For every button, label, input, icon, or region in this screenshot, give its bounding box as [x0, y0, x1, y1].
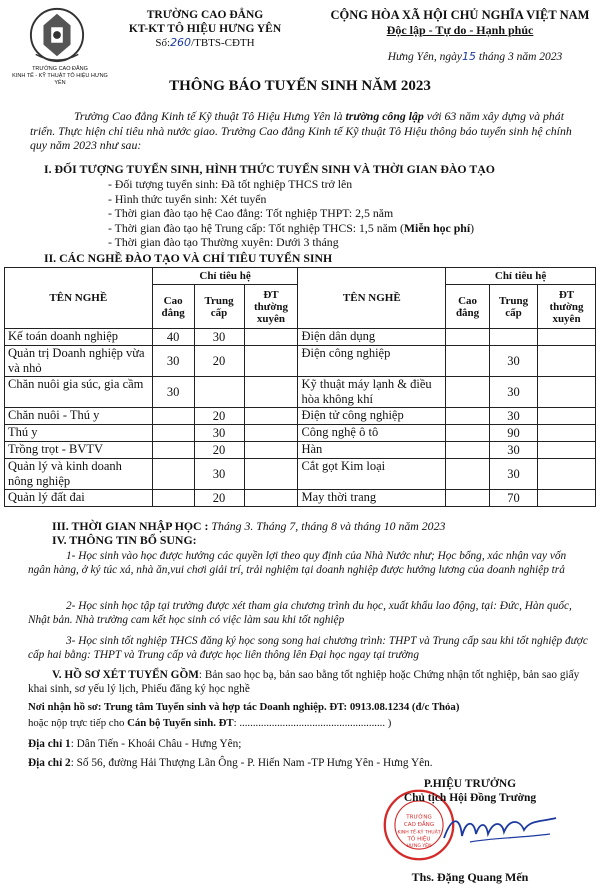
signer-name: Ths. Đặng Quang Mến: [411, 870, 529, 884]
table-row: [5, 425, 596, 442]
national-header: CỘNG HÒA XÃ HỘI CHỦ NGHĨA VIỆT NAM Độc lập - Tự do - Hạnh phúc: [325, 8, 595, 38]
quota-cell: [538, 329, 596, 346]
list-item: - Thời gian đào tạo Thường xuyên: Dưới 3 tháng: [108, 235, 588, 250]
quota-cell: [244, 442, 298, 459]
quota-cell: 20: [194, 408, 244, 425]
quota-cell: [194, 377, 244, 408]
program-name-cell: Kỹ thuật máy lạnh & điều hòa không khí: [298, 377, 446, 408]
list-item: - Đối tượng tuyển sinh: Đã tốt nghiệp THCS trở lên: [108, 177, 588, 192]
quota-cell: 20: [194, 442, 244, 459]
school-name: TRƯỜNG CAO ĐẲNG KT-KT TÔ HIỆU HƯNG YÊN Số:260/TBTS-CĐTH: [120, 8, 290, 50]
svg-text:KINH TẾ-KỸ THUẬT: KINH TẾ-KỸ THUẬT: [397, 830, 441, 836]
quota-cell: [538, 425, 596, 442]
info-paragraph-2: 2- Học sinh học tập tại trường được xét tham gia chương trình du học, xuất khẩu lao động, tại: Đức, Hàn quốc, Nhật bản. Nhà trường cam kết học sinh có việc làm sau khi tốt nghiệp: [28, 600, 572, 626]
list-item: - Thời gian đào tạo hệ Trung cấp: Tốt nghiệp THCS: 1,5 năm (Miễn học phí): [108, 221, 588, 236]
info-paragraph-1: 1- Học sinh vào học được hưởng các quyền lợi theo quy định của Nhà Nước như; Học bổng, xác nhận vay vốn ngân hàng, ở ký túc xá, nhà ăn,vui chơi giải trí, trải nghiệm tại doanh nghiệp được hưởng lương của doanh nghiệp trả: [28, 550, 567, 576]
logo-caption: TRƯỜNG CAO ĐẲNG KINH TẾ - KỸ THUẬT TÔ HIỆU HƯNG YÊN: [12, 66, 108, 86]
quota-cell: [446, 425, 490, 442]
handwritten-signature-icon: [440, 808, 560, 848]
quota-cell: 30: [490, 346, 538, 377]
col-tx-header: ĐT thường xuyên: [244, 285, 298, 329]
programs-table: [4, 267, 596, 507]
issue-date: Hưng Yên, ngày15 tháng 3 năm 2023: [387, 50, 563, 63]
program-name-cell: Điện công nghiệp: [298, 346, 446, 377]
program-name-cell: Cắt gọt Kim loại: [298, 459, 446, 490]
table-row: [5, 329, 596, 346]
program-name-cell: May thời trang: [298, 490, 446, 507]
quota-cell: [538, 377, 596, 408]
program-name-cell: Kế toán doanh nghiệp: [5, 329, 153, 346]
quota-cell: [446, 490, 490, 507]
contact-line: Nơi nhận hồ sơ: Trung tâm Tuyển sinh và hợp tác Doanh nghiệp. ĐT: 0913.08.1234 (đ/c Thỏa): [28, 701, 460, 713]
program-name-cell: Chăn nuôi - Thú y: [5, 408, 153, 425]
quota-cell: [152, 442, 194, 459]
quota-cell: 30: [152, 377, 194, 408]
quota-cell: 30: [490, 408, 538, 425]
section-3: III. THỜI GIAN NHẬP HỌC : Tháng 3. Tháng 7, tháng 8 và tháng 10 năm 2023: [52, 519, 446, 533]
quota-cell: [244, 425, 298, 442]
quota-cell: [446, 408, 490, 425]
col-name-header: TÊN NGHỀ: [5, 268, 153, 329]
signer-title: P.HIỆU TRƯỞNG Chủ tịch Hội Đồng Trường: [403, 778, 537, 804]
section-5: V. HỒ SƠ XÉT TUYỂN GỒM: Bản sao học bạ, bản sao bằng tốt nghiệp hoặc Chứng nhận tốt nghiệp, bản sao giấy khai sinh, sơ yếu lý lịch, Phiếu đăng ký học nghề: [28, 669, 580, 695]
quota-cell: [538, 408, 596, 425]
quota-cell: [244, 377, 298, 408]
list-item: - Thời gian đào tạo hệ Cao đẳng: Tốt nghiệp THPT: 2,5 năm: [108, 206, 588, 221]
quota-cell: [152, 408, 194, 425]
quota-cell: [244, 346, 298, 377]
program-name-cell: Công nghệ ô tô: [298, 425, 446, 442]
table-row: [5, 408, 596, 425]
intro-paragraph: Trường Cao đẳng Kinh tế Kỹ thuật Tô Hiệu Hưng Yên là trường công lập với 63 năm xây dựng và phát triển. Thực hiện chỉ tiêu nhà nước giao. Trường Cao đẳng Kinh tế Kỹ thuật Tô Hiệu thông báo tuyển sinh hệ chính quy năm 2023 như sau:: [30, 109, 572, 152]
program-name-cell: Trồng trọt - BVTV: [5, 442, 153, 459]
quota-cell: 40: [152, 329, 194, 346]
address-1: Địa chỉ 1: Dân Tiến - Khoái Châu - Hưng Yên;: [28, 738, 242, 750]
col-quota-header: Chỉ tiêu hệ: [152, 268, 298, 285]
program-name-cell: Điện dân dụng: [298, 329, 446, 346]
section-1-list: [108, 177, 588, 250]
table-row: [5, 442, 596, 459]
svg-text:TÔ HIỆU: TÔ HIỆU: [407, 836, 431, 843]
quota-cell: [538, 459, 596, 490]
info-paragraph-3: 3- Học sinh tốt nghiệp THCS đăng ký học song song hai chương trình: THPT và Trung cấp sau khi tốt nghiệp được cấp hai bằng: THPT và Trung cấp và được học liên thông lên Đại học ngay tại trường: [28, 635, 588, 661]
program-name-cell: Quản lý đất đai: [5, 490, 153, 507]
list-item: - Hình thức tuyển sinh: Xét tuyển: [108, 192, 588, 207]
quota-cell: [244, 408, 298, 425]
program-name-cell: Điện tử công nghiệp: [298, 408, 446, 425]
quota-cell: [152, 459, 194, 490]
table-row: [5, 490, 596, 507]
svg-text:TRƯỜNG: TRƯỜNG: [406, 814, 432, 821]
svg-text:CAO ĐẲNG: CAO ĐẲNG: [403, 821, 435, 828]
quota-cell: 30: [490, 442, 538, 459]
quota-cell: [538, 442, 596, 459]
address-2: Địa chỉ 2: Số 56, đường Hải Thượng Lãn Ông - P. Hiến Nam -TP Hưng Yên - Hưng Yên.: [28, 757, 433, 769]
col-cd-header: Cao đẳng: [152, 285, 194, 329]
quota-cell: 90: [490, 425, 538, 442]
program-name-cell: Hàn: [298, 442, 446, 459]
quota-cell: [244, 459, 298, 490]
table-row: [5, 459, 596, 490]
section-1-heading: I. ĐỐI TƯỢNG TUYỂN SINH, HÌNH THỨC TUYỂN SINH VÀ THỜI GIAN ĐÀO TẠO: [44, 162, 495, 176]
quota-cell: [490, 329, 538, 346]
quota-cell: 30: [490, 459, 538, 490]
quota-cell: [446, 459, 490, 490]
quota-cell: 20: [194, 346, 244, 377]
svg-text:HƯNG YÊN: HƯNG YÊN: [406, 844, 432, 850]
col-tx-header: ĐT thường xuyên: [538, 285, 596, 329]
quota-cell: 30: [490, 377, 538, 408]
col-tc-header: Trung cấp: [194, 285, 244, 329]
program-name-cell: Chăn nuôi gia súc, gia cầm: [5, 377, 153, 408]
document-title: THÔNG BÁO TUYỂN SINH NĂM 2023: [169, 78, 431, 94]
national-motto: Độc lập - Tự do - Hạnh phúc: [386, 23, 534, 37]
quota-cell: [446, 442, 490, 459]
program-name-cell: Quản lý và kinh doanh nông nghiệp: [5, 459, 153, 490]
quota-cell: [152, 425, 194, 442]
quota-cell: 30: [152, 346, 194, 377]
quota-cell: 30: [194, 329, 244, 346]
quota-cell: 70: [490, 490, 538, 507]
program-name-cell: Quản trị Doanh nghiệp vừa và nhỏ: [5, 346, 153, 377]
quota-cell: 30: [194, 459, 244, 490]
program-name-cell: Thú y: [5, 425, 153, 442]
col-name-header: TÊN NGHỀ: [298, 268, 446, 329]
section-4-heading: IV. THÔNG TIN BỔ SUNG:: [52, 533, 197, 547]
document-number: Số:260/TBTS-CĐTH: [155, 36, 255, 49]
col-quota-header: Chỉ tiêu hệ: [446, 268, 596, 285]
quota-cell: [446, 346, 490, 377]
quota-cell: [538, 346, 596, 377]
quota-cell: 30: [194, 425, 244, 442]
quota-cell: [538, 490, 596, 507]
quota-cell: [446, 377, 490, 408]
section-2-heading: II. CÁC NGHỀ ĐÀO TẠO VÀ CHỈ TIÊU TUYỂN SINH: [44, 251, 333, 265]
quota-cell: [446, 329, 490, 346]
contact-line-2: hoặc nộp trực tiếp cho Cán bộ Tuyển sinh. ĐT: ...................................................... ): [28, 717, 392, 729]
quota-cell: 20: [194, 490, 244, 507]
table-row: [5, 377, 596, 408]
col-tc-header: Trung cấp: [490, 285, 538, 329]
col-cd-header: Cao đẳng: [446, 285, 490, 329]
school-logo-icon: [28, 6, 86, 64]
table-row: [5, 346, 596, 377]
quota-cell: [152, 490, 194, 507]
quota-cell: [244, 329, 298, 346]
quota-cell: [244, 490, 298, 507]
